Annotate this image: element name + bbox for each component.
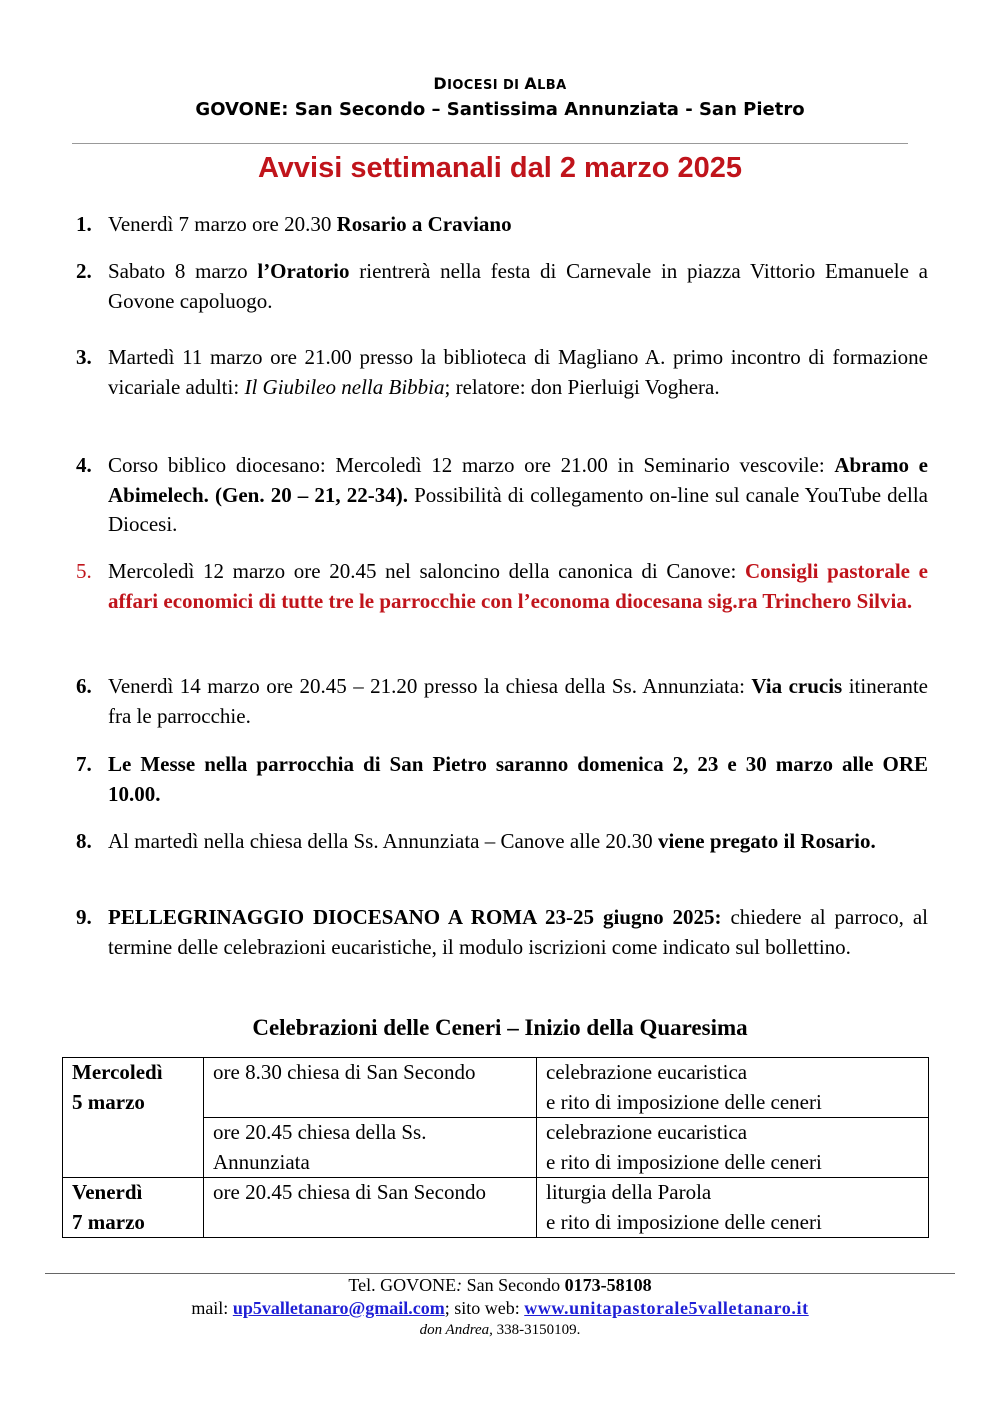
item-number: 7. [76, 752, 92, 776]
item-number: 5. [76, 559, 92, 583]
footer-divider [45, 1273, 955, 1274]
item-text: Sabato 8 marzo [108, 259, 258, 283]
day-cell [63, 1178, 204, 1238]
item-text: Martedì 11 marzo ore 21.00 presso la biblioteca di Magliano A. primo incontro di formazione vicariale adulti: [108, 345, 928, 399]
item-bold-text: viene pregato il Rosario. [657, 829, 876, 853]
list-item [72, 672, 928, 731]
footer-contacts [0, 1298, 1000, 1319]
item-bold-text: Rosario a Craviano [336, 212, 512, 236]
contact-phone: 338-3150109. [492, 1322, 581, 1338]
parishes-heading: GOVONE: San Secondo – Santissima Annunziata - San Pietro [195, 99, 805, 120]
time-place-cell: ore 20.45 chiesa della Ss. Annunziata [204, 1118, 537, 1178]
item-number: 2. [76, 259, 92, 283]
item-number: 4. [76, 453, 92, 477]
item-bold-text: Via crucis [751, 674, 843, 698]
mail-label: mail: [191, 1298, 233, 1318]
day-date: 5 marzo [72, 1089, 145, 1114]
tel-place: San Secondo [462, 1275, 565, 1295]
table-row [63, 1058, 929, 1118]
item-text-tail: chiedere al parroco, al termine delle celebrazioni eucaristiche, il modulo iscrizioni come indicato sul bollettino. [108, 905, 928, 959]
diocese-initial-d: D [433, 74, 448, 93]
rite-cell [537, 1058, 929, 1118]
item-text: Venerdì 7 marzo ore 20.30 [108, 212, 337, 236]
item-text: Mercoledì 12 marzo ore 20.45 nel saloncino della canonica di Canove: [108, 559, 745, 583]
item-number: 1. [76, 212, 92, 236]
day-name: Mercoledì [72, 1060, 163, 1084]
rite-cell [537, 1118, 929, 1178]
item-number: 8. [76, 829, 92, 853]
item-bold-text: Consigli pastorale e affari economici di tutte tre le parrocchie con l’economa diocesana sig.ra Trinchero Silvia. [108, 559, 928, 613]
list-item-highlighted [72, 557, 928, 616]
item-text: Venerdì 14 marzo ore 20.45 – 21.20 presso la chiesa della Ss. Annunziata: [108, 674, 752, 698]
page-title: Avvisi settimanali dal 2 marzo 2025 [257, 152, 743, 184]
site-label: ; sito web: [444, 1298, 525, 1318]
time-place-cell: ore 20.45 chiesa di San Secondo [204, 1178, 537, 1238]
table-row [63, 1178, 929, 1238]
footer-phone [0, 1275, 1000, 1296]
item-italic-text: Il Giubileo nella Bibbia [244, 374, 445, 399]
item-number: 9. [76, 905, 92, 929]
rite-line-1: celebrazione eucaristica [546, 1120, 748, 1144]
diocese-heading [0, 74, 1000, 93]
item-text-tail: ; relatore: don Pierluigi Voghera. [444, 374, 720, 399]
diocese-text-2: LBA [537, 78, 567, 93]
contact-name: don Andrea, [419, 1322, 493, 1338]
item-bold-text: Abramo e Abimelech. (Gen. 20 – 21, 22-34). [108, 453, 928, 507]
day-date: 7 marzo [72, 1209, 145, 1234]
ceneri-section-title: Celebrazioni delle Ceneri – Inizio della Quaresima [252, 1015, 748, 1040]
list-item [72, 750, 928, 809]
email-link[interactable]: up5valletanaro@gmail.com [232, 1298, 445, 1318]
item-text: Al martedì nella chiesa della Ss. Annunziata – Canove alle 20.30 [108, 829, 658, 853]
day-cell [63, 1058, 204, 1178]
header-divider [72, 143, 908, 144]
item-number: 3. [76, 345, 92, 369]
tel-label: Tel. GOVONE [348, 1275, 457, 1295]
ceneri-table [62, 1057, 929, 1238]
list-item [72, 343, 928, 402]
rite-line-1: liturgia della Parola [546, 1180, 712, 1204]
diocese-initial-a: A [524, 74, 538, 93]
item-bold-text: l’Oratorio [257, 259, 350, 283]
item-text-tail: itinerante fra le parrocchie. [108, 674, 928, 728]
item-number: 6. [76, 674, 92, 698]
list-item [72, 210, 928, 240]
list-item [72, 451, 928, 540]
tel-colon: : [456, 1275, 463, 1295]
rite-line-2: e rito di imposizione delle ceneri [546, 1089, 822, 1114]
rite-line-1: celebrazione eucaristica [546, 1060, 748, 1084]
rite-line-2: e rito di imposizione delle ceneri [546, 1209, 822, 1234]
list-item [72, 903, 928, 962]
item-bold-text: PELLEGRINAGGIO DIOCESANO A ROMA 23-25 giugno 2025: [108, 905, 722, 929]
rite-line-2: e rito di imposizione delle ceneri [546, 1149, 822, 1174]
time-place-cell: ore 8.30 chiesa di San Secondo [204, 1058, 537, 1118]
item-text-tail: rientrerà nella festa di Carnevale in piazza Vittorio Emanuele a Govone capoluogo. [108, 259, 929, 313]
diocese-text-1: IOCESI DI [447, 78, 525, 93]
item-bold-text: Le Messe nella parrocchia di San Pietro saranno domenica 2, 23 e 30 marzo alle ORE 10.00. [108, 752, 928, 806]
item-text: Corso biblico diocesano: Mercoledì 12 marzo ore 21.00 in Seminario vescovile: [108, 453, 835, 477]
footer-priest [0, 1322, 1000, 1339]
website-link[interactable]: www.unitapastorale5valletanaro.it [524, 1298, 809, 1318]
list-item [72, 827, 928, 857]
list-item [72, 257, 928, 316]
day-name: Venerdì [72, 1180, 143, 1204]
item-text-tail: Possibilità di collegamento on-line sul canale YouTube della Diocesi. [108, 482, 928, 536]
rite-cell [537, 1178, 929, 1238]
tel-number: 0173-58108 [564, 1275, 652, 1295]
